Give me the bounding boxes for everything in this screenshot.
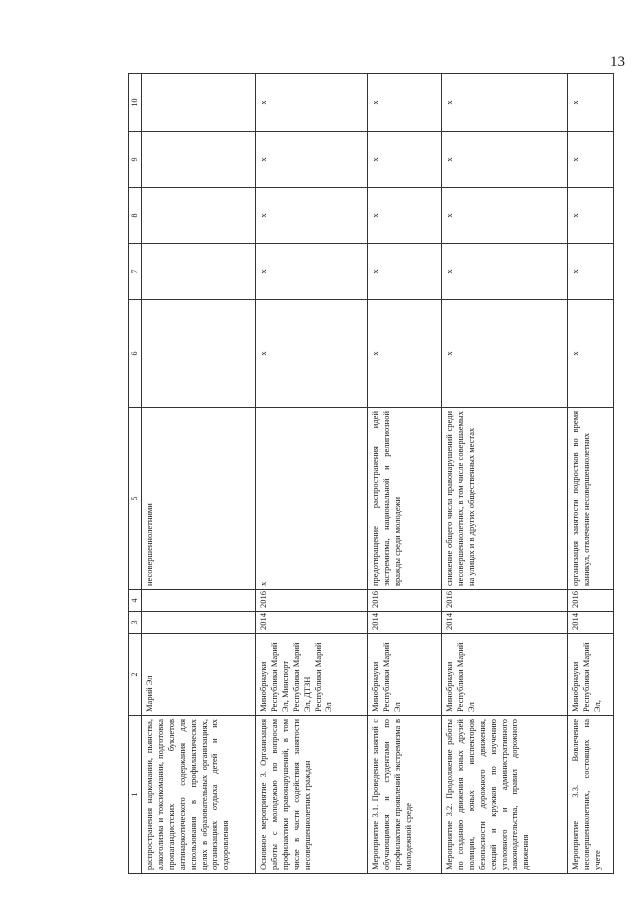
responsible-executor: Минобрнауки Республики Марий Эл	[368, 634, 442, 716]
value-col-10	[142, 74, 256, 132]
col-header-4: 4	[129, 590, 142, 612]
value-col-10: х	[256, 74, 368, 132]
table-row	[442, 74, 568, 874]
value-col-8: х	[368, 188, 442, 244]
measure-name: Мероприятие 3.3. Вовлечение несовершеннолетних, состоящих на учете	[568, 716, 614, 874]
start-year: 2014	[368, 612, 442, 634]
value-col-9: х	[368, 132, 442, 188]
program-measures-table	[128, 73, 614, 874]
responsible-executor: Минобрнауки Республики Марий Эл,	[568, 634, 614, 716]
expected-result: несовершеннолетними	[142, 408, 256, 590]
page-number: 13	[610, 54, 625, 70]
start-year: 2014	[442, 612, 568, 634]
end-year: 2016	[368, 590, 442, 612]
end-year: 2016	[256, 590, 368, 612]
col-header-5: 5	[129, 408, 142, 590]
rotated-table-container	[128, 74, 638, 874]
value-col-6	[142, 300, 256, 408]
value-col-9: х	[256, 132, 368, 188]
expected-result: предотвращение распространения идей экстремизма, национальной и религиозной вражды среди молодежи	[368, 408, 442, 590]
start-year: 2014	[568, 612, 614, 634]
responsible-executor: Марий Эл	[142, 634, 256, 716]
value-col-9: х	[568, 132, 614, 188]
start-year: 2014	[256, 612, 368, 634]
value-col-7: х	[368, 244, 442, 300]
end-year	[142, 590, 256, 612]
value-col-10: х	[442, 74, 568, 132]
col-header-9: 9	[129, 132, 142, 188]
value-col-7: х	[442, 244, 568, 300]
col-header-1: 1	[129, 716, 142, 874]
expected-result: снижение общего числа правонарушений среди несовершеннолетних, в том числе совершаемых на улицах и в других общественных местах	[442, 408, 568, 590]
expected-result: организация занятости подростков во время каникул, отвлечение несовершеннолетних	[568, 408, 614, 590]
value-col-10: х	[368, 74, 442, 132]
expected-result: х	[256, 408, 368, 590]
value-col-6: х	[368, 300, 442, 408]
value-col-7: х	[568, 244, 614, 300]
measure-name: Основное мероприятие 3. Организация работы с молодежью по вопросам профилактики правонарушений, в том числе в части содействия занятости несовершеннолетних граждан	[256, 716, 368, 874]
value-col-9	[142, 132, 256, 188]
value-col-8: х	[256, 188, 368, 244]
value-col-8: х	[442, 188, 568, 244]
col-header-8: 8	[129, 188, 142, 244]
table-row	[568, 74, 614, 874]
value-col-8	[142, 188, 256, 244]
measure-name: Мероприятие 3.2. Продолжение работы по созданию движения юных друзей полиции, юных инспекторов безопасности дорожного движения, секций и кружков по изучению уголовного и административного законодательства, правил дорожного движения	[442, 716, 568, 874]
value-col-7: х	[256, 244, 368, 300]
start-year	[142, 612, 256, 634]
value-col-8: х	[568, 188, 614, 244]
value-col-6: х	[256, 300, 368, 408]
value-col-10: х	[568, 74, 614, 132]
col-header-6: 6	[129, 300, 142, 408]
col-header-7: 7	[129, 244, 142, 300]
end-year: 2016	[568, 590, 614, 612]
table-row	[256, 74, 368, 874]
measure-name: распространения наркомании, пьянства, алкоголизма и токсикомании, подготовка пропагандистских буклетов антинаркотического содержания для использования в профилактических целях в образовательных организациях, организациях отдыха детей и их оздоровления	[142, 716, 256, 874]
table-row	[368, 74, 442, 874]
measure-name: Мероприятие 3.1. Проведение занятий с обучающимися и студентами по профилактике проявлений экстремизма в молодежной среде	[368, 716, 442, 874]
value-col-7	[142, 244, 256, 300]
col-header-10: 10	[129, 74, 142, 132]
value-col-6: х	[442, 300, 568, 408]
table-row	[142, 74, 256, 874]
responsible-executor: Минобрнауки Республики Марий Эл	[442, 634, 568, 716]
header-row	[129, 74, 142, 874]
col-header-2: 2	[129, 634, 142, 716]
value-col-6: х	[568, 300, 614, 408]
end-year: 2016	[442, 590, 568, 612]
responsible-executor: Минобрнауки Республики Марий Эл, Минспорт Республики Марий Эл, ДТЗН Республики Марий Эл	[256, 634, 368, 716]
value-col-9: х	[442, 132, 568, 188]
col-header-3: 3	[129, 612, 142, 634]
